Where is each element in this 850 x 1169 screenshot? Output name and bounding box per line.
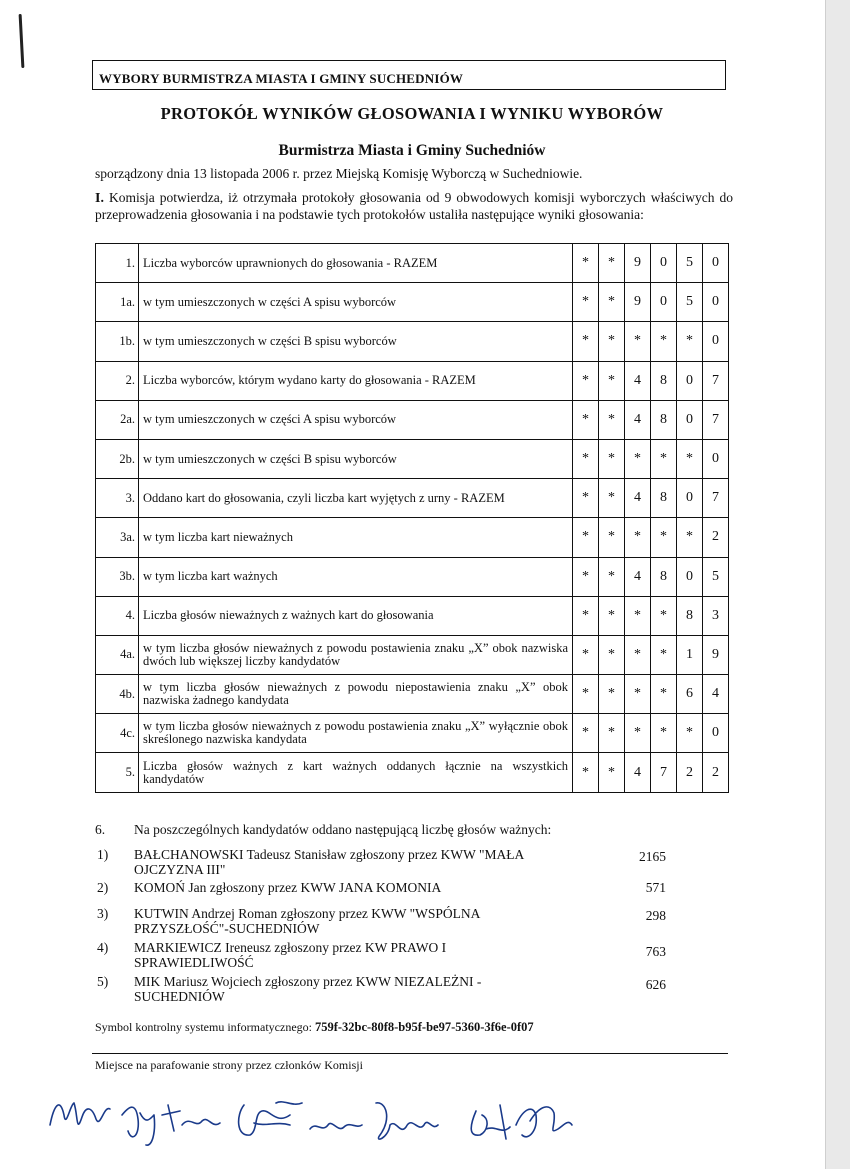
digit-cell: 4 <box>625 361 651 400</box>
digit-cell: * <box>573 635 599 674</box>
results-row <box>96 479 729 518</box>
row-number: 3b. <box>96 557 139 596</box>
candidate-name: MARKIEWICZ Ireneusz zgłoszony przez KW PRAWO I SPRAWIEDLIWOŚĆ <box>134 940 447 970</box>
digit-cell: 5 <box>703 557 729 596</box>
row-description: w tym liczba głosów nieważnych z powodu postawienia znaku „X” wyłącznie obok skreślonego nazwiska kandydata <box>139 714 573 753</box>
row-description: w tym liczba kart ważnych <box>139 557 573 596</box>
digit-cell: * <box>599 518 625 557</box>
row-number: 4a. <box>96 635 139 674</box>
digit-cell: * <box>651 518 677 557</box>
row-number: 1a. <box>96 283 139 322</box>
candidate-votes: 626 <box>645 977 666 992</box>
signature-5 <box>310 1123 362 1129</box>
digit-cell: 0 <box>651 244 677 283</box>
digit-cell: 4 <box>625 753 651 792</box>
digit-cell: * <box>625 635 651 674</box>
section-6-text: Na poszczególnych kandydatów oddano następującą liczbę głosów ważnych: <box>134 822 552 837</box>
document-subtitle: Burmistrza Miasta i Gminy Suchedniów <box>278 142 546 159</box>
digit-cell: * <box>599 753 625 792</box>
digit-cell: 2 <box>677 753 703 792</box>
control-symbol-code: 759f-32bc-80f8-b95f-be97-5360-3f6e-0f07 <box>314 1020 534 1034</box>
row-description: w tym umieszczonych w części A spisu wyborców <box>139 400 573 439</box>
digit-cell: * <box>573 714 599 753</box>
results-row <box>96 518 729 557</box>
candidate-votes: 2165 <box>639 849 666 864</box>
row-description: Liczba głosów ważnych z kart ważnych oddanych łącznie na wszystkich kandydatów <box>139 753 573 792</box>
digit-cell: * <box>651 635 677 674</box>
digit-cell: 7 <box>703 479 729 518</box>
row-description: w tym umieszczonych w części B spisu wyborców <box>139 322 573 361</box>
election-header-box: WYBORY BURMISTRZA MIASTA I GMINY SUCHEDNIÓW <box>92 60 726 90</box>
digit-cell: * <box>599 283 625 322</box>
signature-8 <box>516 1107 572 1137</box>
candidate-number: 3) <box>97 906 109 921</box>
scan-edge <box>825 0 850 1169</box>
results-row <box>96 635 729 674</box>
digit-cell: * <box>625 596 651 635</box>
digit-cell: * <box>651 322 677 361</box>
row-description: w tym liczba kart nieważnych <box>139 518 573 557</box>
digit-cell: 0 <box>703 322 729 361</box>
digit-cell: * <box>625 322 651 361</box>
digit-cell: * <box>599 596 625 635</box>
digit-cell: 7 <box>703 361 729 400</box>
results-row <box>96 557 729 596</box>
digit-cell: 8 <box>651 557 677 596</box>
digit-cell: 8 <box>651 361 677 400</box>
row-description: w tym liczba głosów nieważnych z powodu niepostawienia znaku „X” obok nazwiska żadnego kandydata <box>139 675 573 714</box>
divider-line <box>92 1053 728 1054</box>
candidate-name: BAŁCHANOWSKI Tadeusz Stanisław zgłoszony przez KWW "MAŁA OJCZYZNA III" <box>134 847 524 877</box>
row-number: 4c. <box>96 714 139 753</box>
control-symbol-label: Symbol kontrolny systemu informatycznego: <box>95 1020 312 1034</box>
row-number: 4. <box>96 596 139 635</box>
handwritten-initials <box>40 1085 760 1160</box>
row-number: 2. <box>96 361 139 400</box>
section-6-number: 6. <box>95 822 106 837</box>
candidate-name: KUTWIN Andrzej Roman zgłoszony przez KWW "WSPÓLNA PRZYSZŁOŚĆ"-SUCHEDNIÓW <box>134 906 480 936</box>
digit-cell: * <box>677 714 703 753</box>
candidate-votes: 571 <box>645 880 666 895</box>
results-row <box>96 400 729 439</box>
digit-cell: 1 <box>677 635 703 674</box>
digit-cell: 3 <box>703 596 729 635</box>
document-title: PROTOKÓŁ WYNIKÓW GŁOSOWANIA I WYNIKU WYBORÓW <box>160 104 664 123</box>
digit-cell: 7 <box>703 400 729 439</box>
digit-cell: * <box>573 753 599 792</box>
digit-cell: * <box>599 714 625 753</box>
digit-cell: 2 <box>703 518 729 557</box>
digit-cell: * <box>573 322 599 361</box>
signature-1 <box>50 1103 110 1125</box>
candidate-name: MIK Mariusz Wojciech zgłoszony przez KWW NIEZALEŻNI - SUCHEDNIÓW <box>134 974 482 1004</box>
results-row <box>96 322 729 361</box>
digit-cell: * <box>599 635 625 674</box>
digit-cell: * <box>573 479 599 518</box>
prepared-statement: sporządzony dnia 13 listopada 2006 r. przez Miejską Komisję Wyborczą w Suchedniowie. <box>95 166 583 181</box>
row-description: Liczba wyborców uprawnionych do głosowania - RAZEM <box>139 244 573 283</box>
intro-text: Komisja potwierdza, iż otrzymała protokoły głosowania od 9 obwodowych komisji wyborczych właściwych do przeprowadzenia głosowania i na podstawie tych protokołów ustaliła następujące wyniki głosowania: <box>95 190 733 222</box>
row-number: 2a. <box>96 400 139 439</box>
control-symbol <box>95 1020 534 1035</box>
digit-cell: * <box>677 322 703 361</box>
digit-cell: * <box>677 439 703 478</box>
digit-cell: * <box>625 675 651 714</box>
digit-cell: * <box>651 714 677 753</box>
results-row <box>96 439 729 478</box>
signature-2 <box>122 1107 155 1145</box>
digit-cell: 2 <box>703 753 729 792</box>
results-row <box>96 675 729 714</box>
row-description: w tym liczba głosów nieważnych z powodu postawienia znaku „X” obok nazwiska dwóch lub większej liczby kandydatów <box>139 635 573 674</box>
digit-cell: 9 <box>703 635 729 674</box>
candidate-number: 4) <box>97 940 109 955</box>
digit-cell: * <box>599 400 625 439</box>
digit-cell: 0 <box>703 244 729 283</box>
digit-cell: 9 <box>625 283 651 322</box>
digit-cell: 4 <box>625 557 651 596</box>
signature-4 <box>239 1102 302 1135</box>
signature-7 <box>471 1105 510 1139</box>
row-number: 3. <box>96 479 139 518</box>
candidate-votes: 298 <box>645 908 666 923</box>
row-number: 4b. <box>96 675 139 714</box>
candidate-name: KOMOŃ Jan zgłoszony przez KWW JANA KOMONIA <box>134 880 442 895</box>
signature-6 <box>376 1103 438 1139</box>
row-description: Oddano kart do głosowania, czyli liczba kart wyjętych z urny - RAZEM <box>139 479 573 518</box>
digit-cell: * <box>599 479 625 518</box>
row-number: 3a. <box>96 518 139 557</box>
digit-cell: 0 <box>677 557 703 596</box>
intro-marker: I. <box>95 191 104 206</box>
digit-cell: 0 <box>651 283 677 322</box>
digit-cell: * <box>573 439 599 478</box>
row-number: 1b. <box>96 322 139 361</box>
digit-cell: * <box>599 439 625 478</box>
digit-cell: 0 <box>677 400 703 439</box>
row-number: 1. <box>96 244 139 283</box>
digit-cell: * <box>573 518 599 557</box>
digit-cell: 0 <box>703 439 729 478</box>
row-number: 2b. <box>96 439 139 478</box>
digit-cell: * <box>677 518 703 557</box>
results-table <box>95 243 729 793</box>
digit-cell: 0 <box>677 479 703 518</box>
digit-cell: * <box>625 518 651 557</box>
digit-cell: * <box>573 596 599 635</box>
digit-cell: * <box>573 283 599 322</box>
candidate-number: 5) <box>97 974 109 989</box>
results-row <box>96 244 729 283</box>
row-number: 5. <box>96 753 139 792</box>
digit-cell: * <box>599 322 625 361</box>
candidate-number: 2) <box>97 880 109 895</box>
results-row <box>96 361 729 400</box>
digit-cell: * <box>573 675 599 714</box>
digit-cell: * <box>651 675 677 714</box>
digit-cell: 8 <box>651 400 677 439</box>
digit-cell: 6 <box>677 675 703 714</box>
candidate-votes: 763 <box>645 944 666 959</box>
digit-cell: * <box>599 557 625 596</box>
digit-cell: 5 <box>677 244 703 283</box>
row-description: w tym umieszczonych w części B spisu wyborców <box>139 439 573 478</box>
digit-cell: * <box>573 557 599 596</box>
digit-cell: 4 <box>703 675 729 714</box>
digit-cell: 0 <box>703 714 729 753</box>
pen-mark <box>19 14 25 68</box>
digit-cell: 0 <box>677 361 703 400</box>
initials-label: Miejsce na parafowanie strony przez członków Komisji <box>95 1058 363 1072</box>
digit-cell: 8 <box>677 596 703 635</box>
digit-cell: 8 <box>651 479 677 518</box>
digit-cell: * <box>599 675 625 714</box>
digit-cell: * <box>573 400 599 439</box>
digit-cell: * <box>651 439 677 478</box>
digit-cell: 4 <box>625 479 651 518</box>
digit-cell: * <box>625 714 651 753</box>
signature-3 <box>162 1105 220 1131</box>
digit-cell: 0 <box>703 283 729 322</box>
digit-cell: * <box>573 361 599 400</box>
results-row <box>96 753 729 792</box>
digit-cell: 5 <box>677 283 703 322</box>
candidate-number: 1) <box>97 847 109 862</box>
row-description: w tym umieszczonych w części A spisu wyborców <box>139 283 573 322</box>
digit-cell: 7 <box>651 753 677 792</box>
digit-cell: * <box>625 439 651 478</box>
digit-cell: * <box>651 596 677 635</box>
digit-cell: * <box>573 244 599 283</box>
intro-paragraph <box>95 190 733 223</box>
digit-cell: * <box>599 361 625 400</box>
results-row <box>96 596 729 635</box>
row-description: Liczba wyborców, którym wydano karty do głosowania - RAZEM <box>139 361 573 400</box>
digit-cell: 4 <box>625 400 651 439</box>
results-row <box>96 714 729 753</box>
results-row <box>96 283 729 322</box>
row-description: Liczba głosów nieważnych z ważnych kart do głosowania <box>139 596 573 635</box>
digit-cell: 9 <box>625 244 651 283</box>
digit-cell: * <box>599 244 625 283</box>
